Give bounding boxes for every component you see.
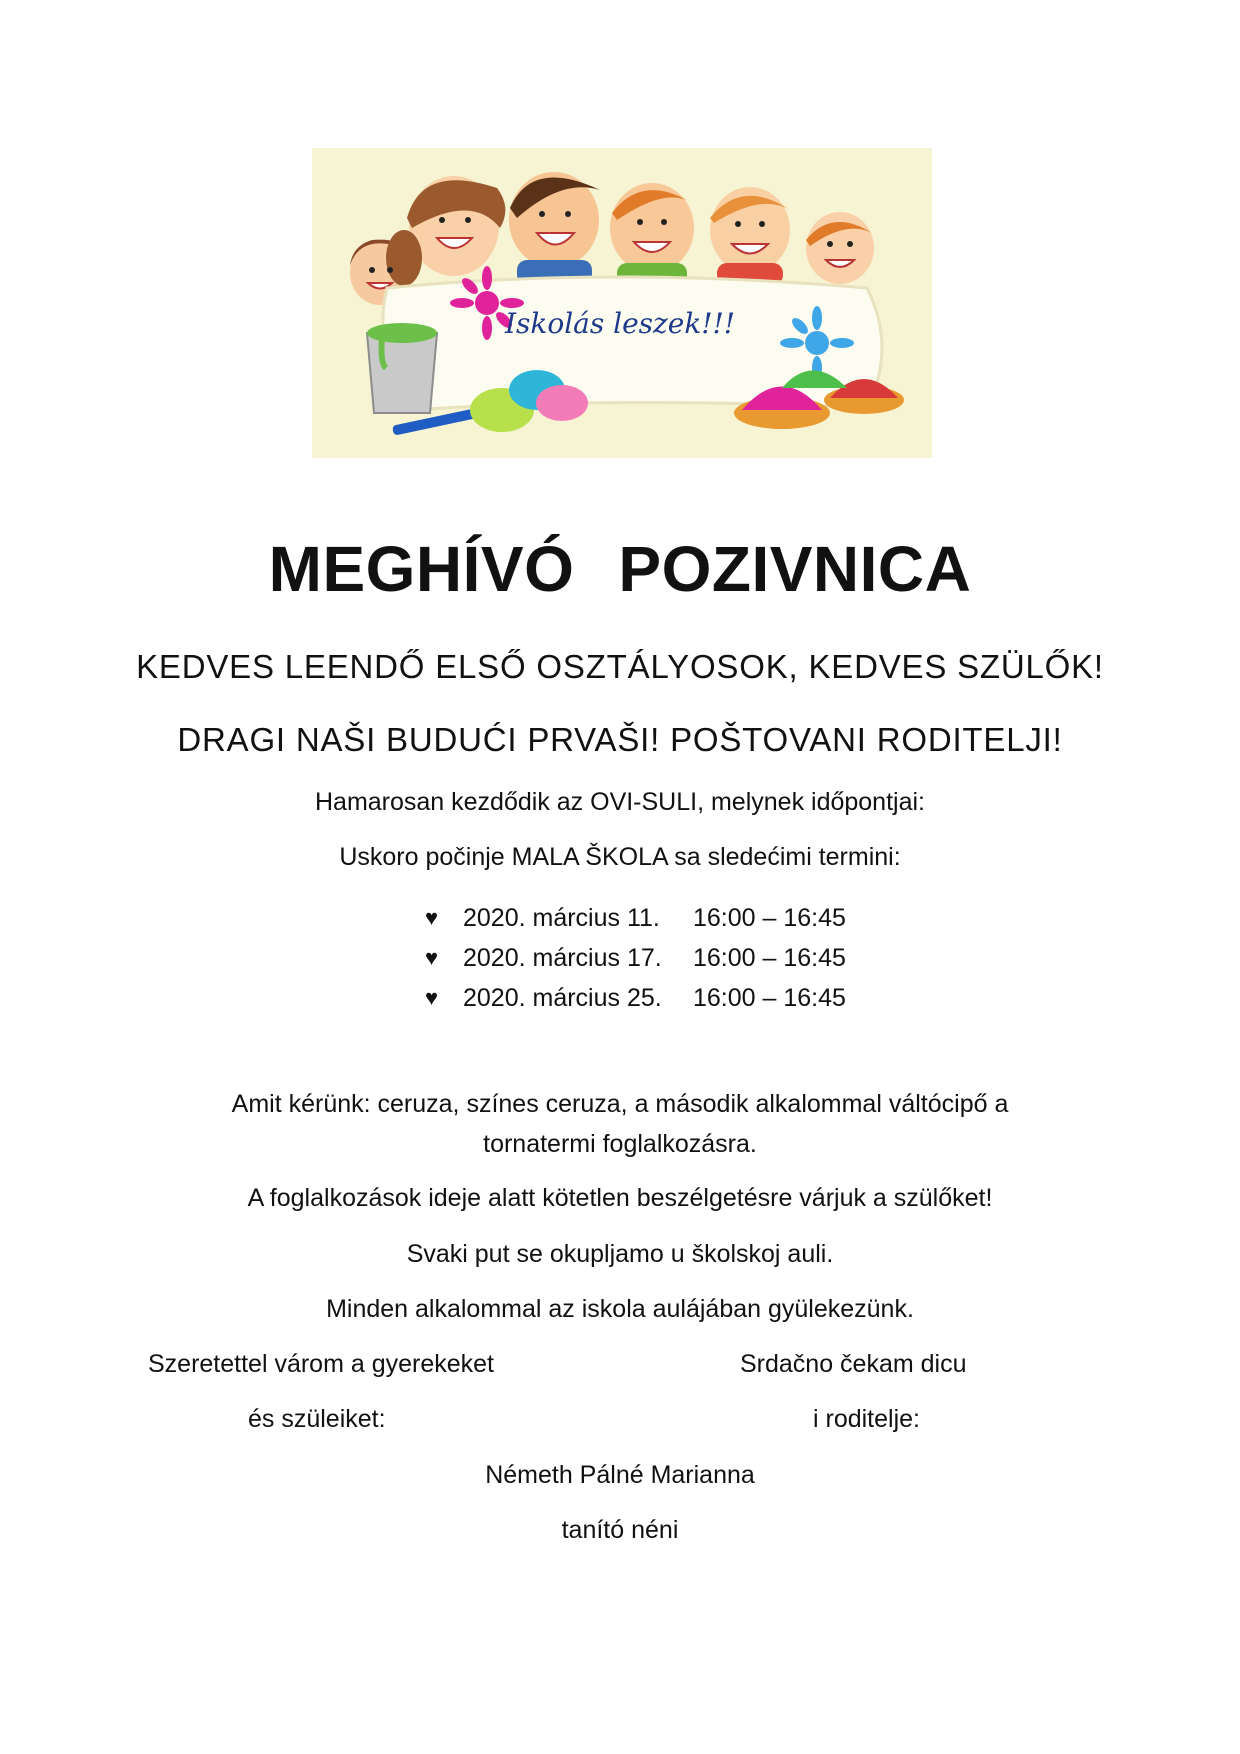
schedule-item xyxy=(425,898,846,938)
signoff-hungarian-line-2: és szüleiket: xyxy=(248,1405,386,1433)
heart-bullet-icon: ♥ xyxy=(425,945,439,970)
gathering-serbian: Svaki put se okupljamo u školskoj auli. xyxy=(406,1240,834,1268)
title-serbian: POZIVNICA xyxy=(618,533,972,605)
banner-text: Iskolás leszek!!! xyxy=(504,307,736,340)
schedule-item xyxy=(425,938,846,978)
paint-bucket-illustration xyxy=(367,323,437,413)
signoff-serbian-line-2: i roditelje: xyxy=(813,1405,920,1433)
teacher-role: tanító néni xyxy=(561,1516,679,1544)
signoff-serbian-line-1: Srdačno čekam dicu xyxy=(740,1350,967,1378)
intro-serbian: Uskoro počinje MALA ŠKOLA sa sledećimi termini: xyxy=(339,843,901,871)
teacher-name: Németh Pálné Marianna xyxy=(485,1461,755,1489)
page-title xyxy=(0,532,1240,606)
heart-bullet-icon: ♥ xyxy=(425,985,439,1010)
schedule-list xyxy=(425,898,846,1018)
intro-hungarian: Hamarosan kezdődik az OVI-SULI, melynek időpontjai: xyxy=(314,788,925,816)
heart-bullet-icon: ♥ xyxy=(425,905,439,930)
request-line-2: tornatermi foglalkozásra. xyxy=(483,1130,757,1158)
title-hungarian: MEGHÍVÓ xyxy=(268,533,575,605)
schedule-time: 16:00 – 16:45 xyxy=(693,943,846,972)
gathering-hungarian: Minden alkalommal az iskola aulájában gyülekezünk. xyxy=(326,1295,914,1323)
request-line-1: Amit kérünk: ceruza, színes ceruza, a második alkalommal váltócipő a xyxy=(231,1090,1009,1118)
schedule-date: 2020. március 17. xyxy=(463,943,662,972)
parents-note: A foglalkozások ideje alatt kötetlen beszélgetésre várjuk a szülőket! xyxy=(247,1184,993,1212)
schedule-date: 2020. március 25. xyxy=(463,983,662,1012)
schedule-date: 2020. március 11. xyxy=(463,903,660,932)
iskolas-leszek-banner xyxy=(312,148,932,458)
schedule-time: 16:00 – 16:45 xyxy=(693,903,846,932)
greeting-hungarian: KEDVES LEENDŐ ELSŐ OSZTÁLYOSOK, KEDVES SZÜLŐK! xyxy=(136,648,1104,685)
greeting-serbian: DRAGI NAŠI BUDUĆI PRVAŠI! POŠTOVANI RODITELJI! xyxy=(177,721,1063,758)
signoff-hungarian-line-1: Szeretettel várom a gyerekeket xyxy=(148,1350,494,1378)
schedule-item xyxy=(425,978,846,1018)
schedule-time: 16:00 – 16:45 xyxy=(693,983,846,1012)
